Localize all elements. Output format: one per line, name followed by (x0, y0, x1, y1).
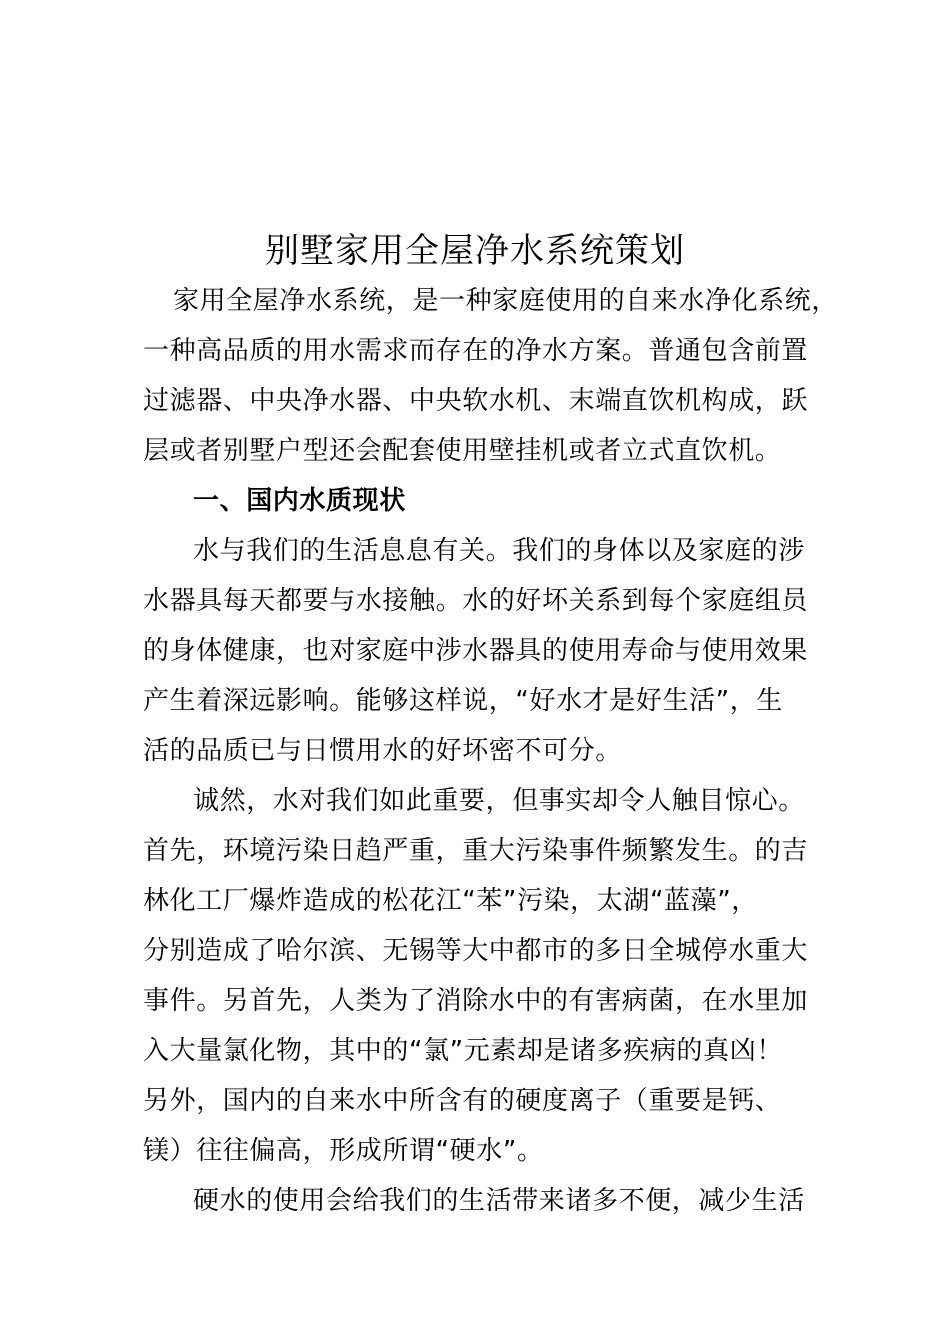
section-heading: 一、国内水质现状 (193, 486, 406, 516)
para2-line-7: 另外，国内的自来水中所含有的硬度离子（重要是钙、 (143, 1086, 782, 1116)
para2-line-8: 镁）往往偏高，形成所谓“硬水”。 (143, 1136, 544, 1166)
intro-line-1: 家用全屋净水系统，是一种家庭使用的自来水净化系统， (173, 286, 839, 316)
intro-line-2: 一种高品质的用水需求而存在的净水方案。普通包含前置 (143, 336, 809, 366)
para2-line-1: 诚然，水对我们如此重要，但事实却令人触目惊心。 (193, 786, 805, 816)
para1-line-3: 的身体健康，也对家庭中涉水器具的使用寿命与使用效果 (143, 636, 809, 666)
para1-line-2: 水器具每天都要与水接触。水的好坏关系到每个家庭组员 (143, 586, 809, 616)
para1-line-1: 水与我们的生活息息有关。我们的身体以及家庭的涉 (193, 536, 805, 566)
para2-line-6: 入大量氯化物，其中的“氯”元素却是诸多疾病的真凶！ (143, 1036, 783, 1066)
document-title: 别墅家用全屋净水系统策划 (265, 231, 685, 271)
para2-line-3: 林化工厂爆炸造成的松花江“苯”污染，太湖“蓝藻”， (143, 886, 758, 916)
para1-line-4: 产生着深远影响。能够这样说，“好水才是好生活”，生 (143, 686, 783, 716)
para2-line-5: 事件。另首先，人类为了消除水中的有害病菌，在水里加 (143, 986, 809, 1016)
para1-line-5: 活的品质已与日惯用水的好坏密不可分。 (143, 736, 622, 766)
para2-line-2: 首先，环境污染日趋严重，重大污染事件频繁发生。的吉 (143, 836, 809, 866)
para3-line-1: 硬水的使用会给我们的生活带来诸多不便，减少生活 (193, 1186, 805, 1216)
intro-line-3: 过滤器、中央净水器、中央软水机、末端直饮机构成，跃 (143, 386, 809, 416)
para2-line-4: 分别造成了哈尔滨、无锡等大中都市的多日全城停水重大 (143, 936, 809, 966)
intro-line-4: 层或者别墅户型还会配套使用壁挂机或者立式直饮机。 (143, 436, 782, 466)
